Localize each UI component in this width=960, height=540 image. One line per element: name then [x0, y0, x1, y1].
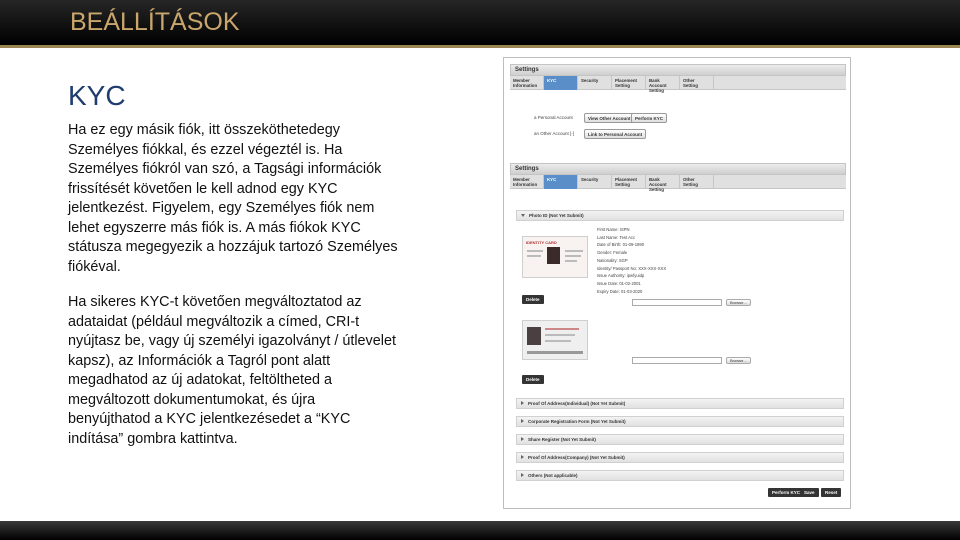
header-bar — [0, 0, 960, 48]
text-line: Személyes fiókkal, és ezzel végeztél is. Ha — [68, 141, 343, 158]
text-line: Ha sikeres KYC-t követően megváltoztatod az — [68, 294, 362, 310]
tab-bank-account-setting[interactable]: Bank Account Setting — [646, 76, 680, 90]
delete-button-2[interactable]: Delete — [522, 375, 544, 384]
tab-member-information-2[interactable]: Member Information — [510, 175, 544, 189]
panel-label: Share Register (Not Yet Submit) — [528, 437, 596, 442]
panel-label: Proof Of Address(Company) (Not Yet Submit) — [528, 455, 625, 460]
info-first-name: First Name: ISPN — [597, 227, 630, 232]
panel-label: Proof Of Address(Individual) (Not Yet Submit) — [528, 401, 626, 406]
id-card-front-image — [522, 236, 588, 278]
tab-security-2[interactable]: Security — [578, 175, 612, 189]
tab-other-setting[interactable]: Other Setting — [680, 76, 714, 90]
panel-label: Others (Not applicable) — [528, 473, 578, 478]
settings-section-kyc — [510, 163, 846, 192]
text-line: adataidat (például megváltozik a címed, CRI-t — [68, 313, 360, 330]
card-line — [565, 250, 583, 252]
personal-account-label: a Personal Account — [534, 115, 573, 120]
card-line — [545, 328, 579, 330]
card-line — [545, 340, 571, 342]
perform-kyc-button[interactable]: Perform KYC — [768, 488, 804, 497]
card-line — [527, 255, 541, 257]
chevron-right-icon — [521, 419, 524, 423]
browse-button-1[interactable]: Browse... — [726, 299, 751, 306]
delete-button-1[interactable]: Delete — [522, 295, 544, 304]
panel-proof-of-address-company[interactable] — [516, 452, 844, 463]
card-line — [565, 260, 577, 262]
card-line — [565, 255, 581, 257]
paragraph-1 — [68, 121, 408, 277]
text-line: Ha ez egy másik fiók, itt összeköthetedegy — [68, 122, 340, 138]
text-line: megadhatod az új adatokat, feltöltheted a — [68, 372, 333, 388]
text-line: fiókéval. — [68, 258, 121, 275]
photo-id-panel[interactable] — [516, 210, 844, 221]
tab-placement-setting[interactable]: Placement Setting — [612, 76, 646, 90]
settings-section-top — [510, 64, 846, 93]
photo-id-info — [597, 226, 666, 295]
perform-kyc-button-top[interactable]: Perform KYC — [631, 113, 667, 123]
view-other-account-button[interactable]: View Other Account — [584, 113, 635, 123]
info-gender: Gender: Female — [597, 250, 628, 256]
page-title: KYC — [68, 80, 126, 111]
text-line: benyújthatod a KYC jelentkezésedet a “KYC — [68, 411, 351, 427]
info-issue-date: Issue Date: 01-02-2001 — [597, 280, 641, 286]
text-line: kapsz), az Információk a Tagról pont alatt — [68, 352, 331, 369]
tab-other-setting-2[interactable]: Other Setting — [680, 175, 714, 189]
panel-share-register[interactable] — [516, 434, 844, 445]
id-card-label: IDENTITY CARD — [526, 240, 557, 245]
info-issue-authority: Issue Authority: ipwfyuidp — [597, 273, 645, 279]
tab-kyc-2[interactable]: KYC — [544, 175, 578, 189]
panel-corporate-registration-form[interactable] — [516, 416, 844, 427]
panel-proof-of-address-individual[interactable] — [516, 398, 844, 409]
info-nationality: Nationality: SGP — [597, 257, 628, 263]
reset-button[interactable]: Reset — [821, 488, 841, 497]
info-passport-no: Identity/ Passport No: XXX-XXX-XXX — [597, 265, 667, 271]
save-button[interactable]: Save — [800, 488, 819, 497]
chevron-down-icon — [521, 214, 525, 217]
chevron-right-icon — [521, 473, 524, 477]
text-line: frissítését követően le kell adnod egy KYC — [68, 180, 338, 197]
text-line: megváltozott dokumentumokat, és újra — [68, 391, 316, 408]
photo-id-label: Photo ID (Not Yet Submit) — [529, 213, 584, 218]
settings-screenshot — [503, 57, 851, 509]
settings-tabs — [510, 76, 846, 93]
panel-others[interactable] — [516, 470, 844, 481]
text-line: státusza megegyezik a hozzájuk tartozó Személyes — [68, 239, 398, 255]
settings-tabs-2 — [510, 175, 846, 192]
chevron-right-icon — [521, 401, 524, 405]
card-line — [545, 334, 575, 336]
tab-bank-account-setting-2[interactable]: Bank Account Setting — [646, 175, 680, 189]
other-account-label: an Other Account [-] — [534, 131, 575, 136]
card-line — [527, 250, 543, 252]
file-input-2[interactable] — [632, 357, 722, 364]
info-last-name: Last Name: Test Acc — [597, 234, 636, 240]
card-line — [527, 351, 583, 354]
settings-title: Settings — [510, 64, 846, 76]
portrait-photo — [527, 327, 541, 345]
link-personal-account-button[interactable]: Link to Personal Account — [584, 129, 646, 139]
file-input-1[interactable] — [632, 299, 722, 306]
text-line: Személyes fiókról van szó, a Tagsági információk — [68, 161, 382, 177]
panel-label: Corporate Registration Form (Not Yet Submit) — [528, 419, 626, 424]
settings-title-2: Settings — [510, 163, 846, 175]
info-dob: Date of Birth: 01-09-1990 — [597, 242, 645, 248]
id-card-back-image — [522, 320, 588, 360]
chevron-right-icon — [521, 437, 524, 441]
chevron-right-icon — [521, 455, 524, 459]
text-line: lehet egyszerre más fiók is. A más fiókok KYC — [68, 219, 361, 236]
tab-security[interactable]: Security — [578, 76, 612, 90]
portrait-photo — [547, 247, 560, 264]
browse-button-2[interactable]: Browse... — [726, 357, 751, 364]
footer-bar — [0, 521, 960, 540]
text-line: jelentkezést. Figyelem, egy Személyes fiók nem — [68, 200, 375, 216]
tab-member-information[interactable]: Member Information — [510, 76, 544, 90]
tab-placement-setting-2[interactable]: Placement Setting — [612, 175, 646, 189]
paragraph-2 — [68, 293, 408, 449]
text-line: nyújtasz be, vagy új személyi igazolványt / útlevelet — [68, 333, 396, 349]
tab-kyc[interactable]: KYC — [544, 76, 578, 90]
text-line: indítása” gombra kattintva. — [68, 430, 238, 447]
header-title: BEÁLLÍTÁSOK — [70, 8, 240, 36]
info-expiry-date: Expiry Date: 01-03-2020 — [597, 288, 643, 294]
